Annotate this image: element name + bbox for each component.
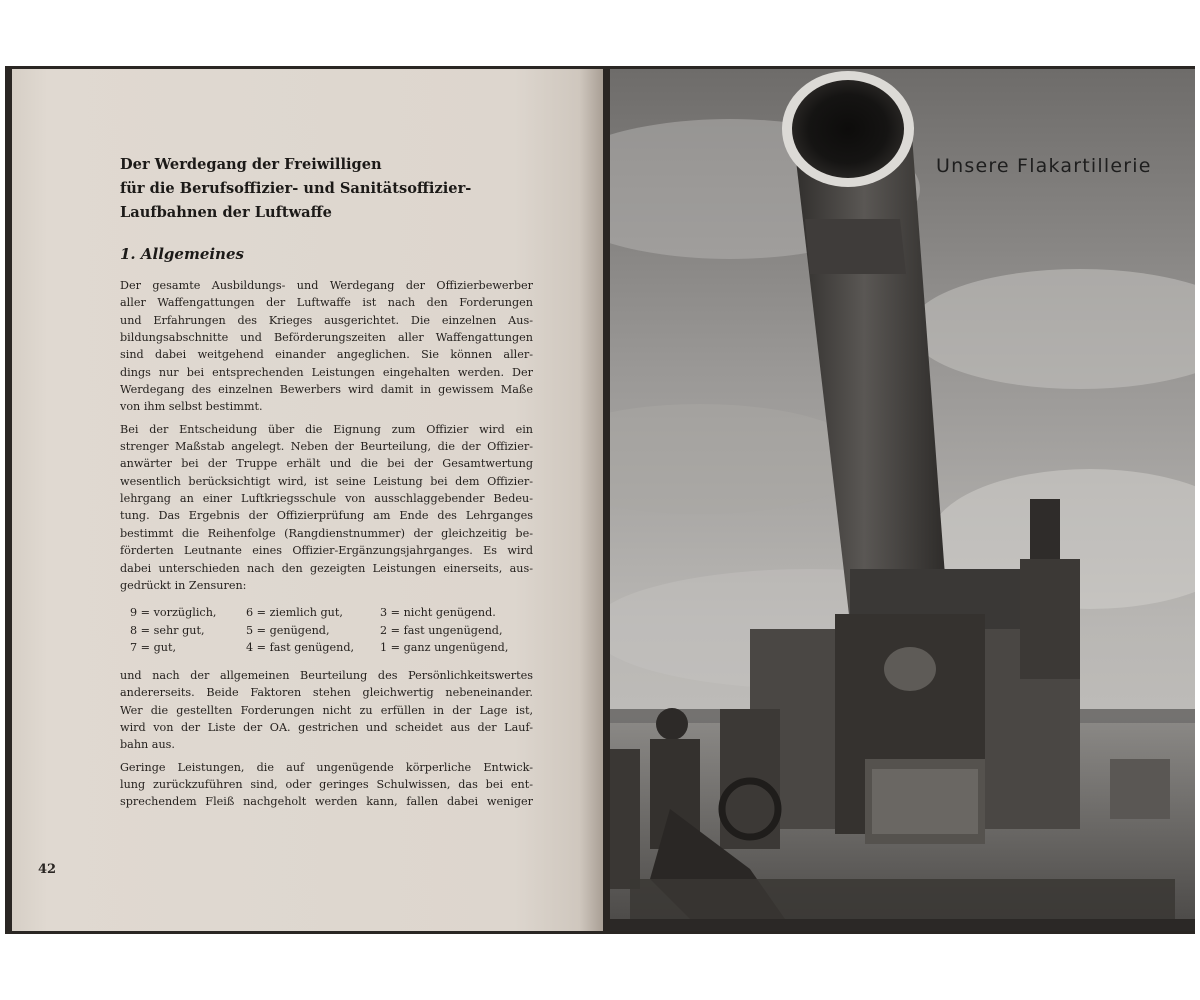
text-line: wesentlich berücksichtigt wird, ist seine Leistung bei dem Offizier-: [120, 474, 533, 488]
right-page-photo: [610, 69, 1195, 931]
text-line: wird von der Liste der OA. gestrichen und scheidet aus der Lauf-: [120, 721, 533, 735]
text-line: andererseits. Beide Faktoren stehen gleichwertig nebeneinander.: [120, 686, 533, 700]
body-text-upper: [120, 277, 533, 594]
grade-row: [130, 639, 530, 657]
text-line: Bei der Entscheidung über die Eignung zum Offizier wird ein: [120, 422, 533, 436]
photo-caption: Unsere Flakartillerie: [936, 155, 1152, 177]
paragraph-1: [120, 277, 533, 416]
page-number: 42: [38, 862, 57, 877]
text-line: Geringe Leistungen, die auf ungenügende körperliche Entwick-: [120, 760, 533, 774]
heading-line: für die Berufsoffizier- und Sanitätsoffizier-: [120, 180, 472, 197]
grade-scale: [130, 604, 530, 657]
text-line: von ihm selbst bestimmt.: [120, 400, 263, 414]
text-line: förderten Leutnante eines Offizier-Ergänzungsjahrganges. Es wird: [120, 544, 533, 558]
text-line: tung. Das Ergebnis der Offizierprüfung am Ende des Lehrganges: [120, 509, 533, 523]
grade-entry: 7 = gut,: [130, 641, 177, 655]
text-line: Der gesamte Ausbildungs- und Werdegang der Offizierbewerber: [120, 279, 533, 292]
grade-row: [130, 604, 530, 622]
text-line: aller Waffengattungen der Luftwaffe ist nach den Forderungen: [120, 296, 533, 310]
grade-entry: 9 = vorzüglich,: [130, 606, 217, 619]
text-line: sprechendem Fleiß nachgeholt werden kann, fallen dabei weniger: [120, 795, 533, 809]
text-line: gedrückt in Zensuren:: [120, 578, 247, 592]
text-line: sind dabei weitgehend einander angeglichen. Sie können aller-: [120, 348, 533, 362]
paragraph-3: [120, 667, 533, 754]
grade-row: [130, 622, 530, 640]
text-line: strenger Maßstab angelegt. Neben der Beurteilung, die der Offizier-: [120, 440, 533, 454]
text-line: anwärter bei der Truppe erhält und die bei der Gesamtwertung: [120, 457, 533, 471]
text-line: bahn aus.: [120, 738, 175, 752]
paragraph-2: [120, 421, 533, 594]
body-text-lower: [120, 667, 533, 811]
text-line: dings nur bei entsprechenden Leistungen eingehalten werden. Der: [120, 365, 533, 379]
text-line: dabei unterschieden nach den gezeigten Leistungen einerseits, aus-: [120, 561, 533, 575]
heading-line: Der Werdegang der Freiwilligen: [120, 156, 382, 173]
grade-entry: 4 = fast genügend,: [246, 641, 355, 655]
text-line: Wer die gestellten Forderungen nicht zu erfüllen in der Lage ist,: [120, 703, 533, 717]
chapter-heading: [120, 153, 540, 225]
text-line: Werdegang des einzelnen Bewerbers wird damit in gewissem Maße: [120, 383, 533, 397]
grade-entry: 3 = nicht genügend.: [380, 606, 496, 619]
section-title: 1. Allgemeines: [120, 245, 244, 263]
text-line: und nach der allgemeinen Beurteilung des Persönlichkeitswertes: [120, 669, 533, 682]
grade-entry: 2 = fast ungenügend,: [380, 623, 503, 637]
grade-entry: 5 = genügend,: [246, 623, 330, 637]
text-line: und Erfahrungen des Krieges ausgerichtet. Die einzelnen Aus-: [120, 313, 533, 327]
text-line: lung zurückzuführen sind, oder geringes Schulwissen, das bei ent-: [120, 778, 533, 792]
flak-gun-photo: [610, 69, 1195, 931]
grade-entry: 8 = sehr gut,: [130, 623, 205, 637]
text-line: bildungsabschnitte und Beförderungszeiten aller Waffengattungen: [120, 331, 533, 345]
grade-entry: 1 = ganz ungenügend,: [380, 641, 509, 655]
paragraph-4: [120, 759, 533, 811]
grade-entry: 6 = ziemlich gut,: [246, 606, 343, 619]
text-line: bestimmt die Reihenfolge (Rangdienstnummer) der gleichzeitig be-: [120, 526, 533, 540]
heading-line: Laufbahnen der Luftwaffe: [120, 204, 332, 221]
text-line: lehrgang an einer Luftkriegsschule von ausschlaggebender Bedeu-: [120, 492, 533, 506]
